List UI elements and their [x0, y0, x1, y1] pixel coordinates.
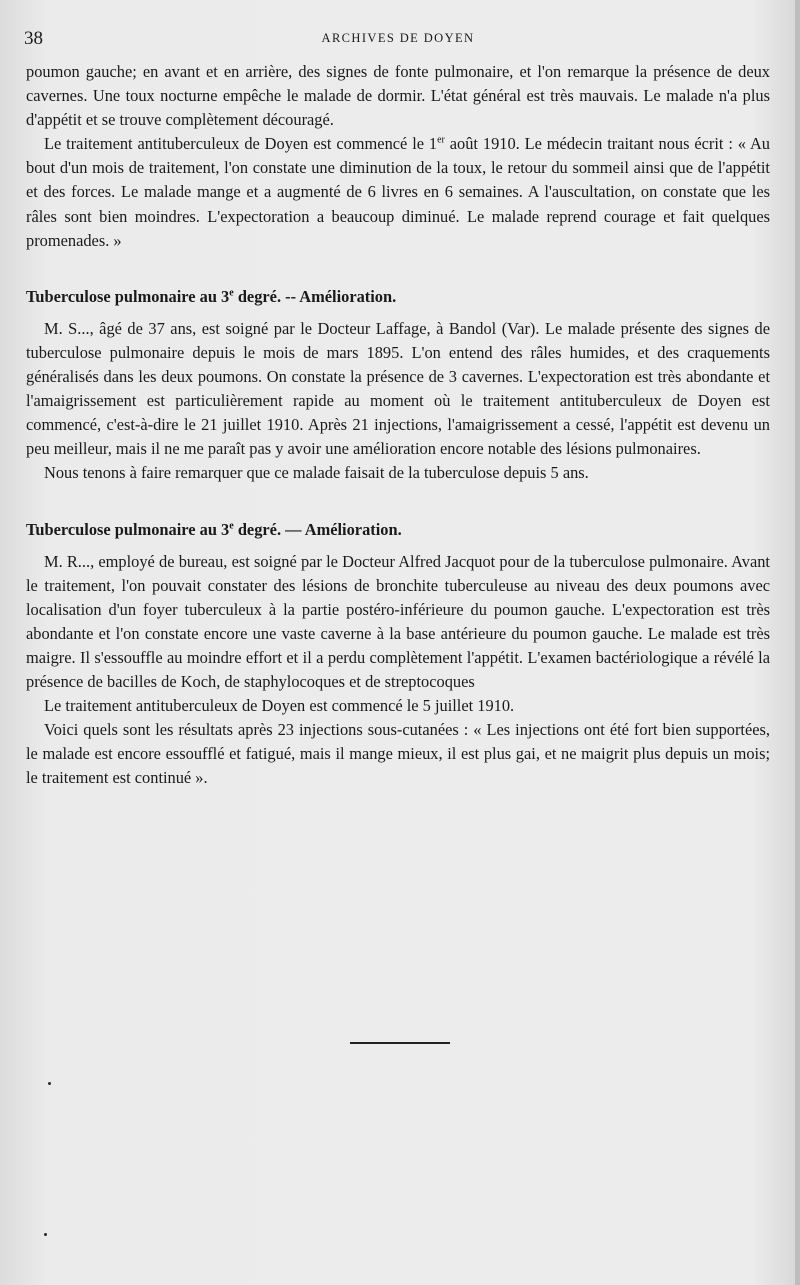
superscript: e	[229, 520, 234, 532]
page-number: 38	[24, 28, 43, 49]
closing-rule	[350, 1042, 450, 1044]
heading-text: Tuberculose pulmonaire au 3	[26, 286, 230, 306]
running-head: ARCHIVES DE DOYEN	[321, 31, 475, 45]
ink-speck	[48, 1082, 51, 1085]
page-header	[24, 28, 772, 52]
paragraph-case-mr: M. R..., employé de bureau, est soigné par le Docteur Alfred Jacquot pour de la tuberculose pulmonaire. Avant le traitement, l'on pouvait constater des lésions de bronchite tuberculeuse au niveau des deux poumons avec localisation d'un foyer tuberculeux à la partie postéro-inférieure du poumon gauche. L'expectoration est très abondante et l'on constate encore une vaste caverne à la base antérieure du poumon gauche. Le malade est très maigre. Il s'essouffle au moindre effort et il a perdu complètement l'appétit. L'examen bactériologique a révélé la présence de bacilles de Koch, de staphylocoques et de streptocoques	[26, 551, 770, 692]
article-body	[26, 60, 770, 791]
paragraph-continued: poumon gauche; en avant et en arrière, des signes de fonte pulmonaire, et l'on remarque la présence de deux cavernes. Une toux nocturne empêche le malade de dormir. L'état général est très mauvais. Le malade n'a plus d'appétit et se trouve complètement découragé.	[26, 62, 770, 130]
ink-speck	[44, 1233, 47, 1236]
section-heading-2	[26, 518, 770, 542]
heading-text: degré. -- Amélioration.	[233, 286, 397, 306]
superscript: e	[229, 287, 234, 299]
paragraph-results: Voici quels sont les résultats après 23 injections sous-cutanées : « Les injections ont été fort bien supportées, le malade est encore essoufflé et fatigué, mais il mange mieux, il est plus gai, et ne maigrit plus depuis un mois; le traitement est continué ».	[26, 720, 770, 788]
paragraph-text: Le traitement antituberculeux de Doyen est commencé le 1	[44, 134, 438, 154]
paragraph-text: août 1910. Le médecin traitant nous écrit : « Au bout d'un mois de traitement, l'on constate une diminution de la toux, le retour du sommeil ainsi que de l'appétit et des forces. Le malade mange et a augmenté de 6 livres en 6 semaines. A l'auscultation, on constate que les râles sont bien moindres. L'expectoration a beaucoup diminué. Le malade reprend courage et fait quelques promenades. »	[26, 134, 770, 250]
heading-text: degré. — Amélioration.	[233, 519, 402, 539]
superscript: er	[437, 134, 445, 146]
heading-text: Tuberculose pulmonaire au 3	[26, 519, 230, 539]
section-heading-1	[26, 285, 770, 309]
paragraph-remark: Nous tenons à faire remarquer que ce malade faisait de la tuberculose depuis 5 ans.	[44, 463, 589, 483]
page-edge-shadow	[795, 0, 800, 1285]
paragraph-treatment-date: Le traitement antituberculeux de Doyen est commencé le 5 juillet 1910.	[44, 696, 515, 716]
paragraph-treatment-start	[26, 132, 770, 252]
paragraph-case-ms: M. S..., âgé de 37 ans, est soigné par le Docteur Laffage, à Bandol (Var). Le malade présente des signes de tuberculose pulmonaire depuis le mois de mars 1895. L'on entend des râles humides, et des craquements généralisés dans les deux poumons. On constate la présence de 3 cavernes. L'expectoration est très abondante et l'amaigrissement est particulièrement rapide au moment où le traitement antituberculeux de Doyen est commencé, c'est-à-dire le 21 juillet 1910. Après 21 injections, l'amaigrissement a cessé, l'appétit est devenu un peu meilleur, mais il ne me paraît pas y avoir une amélioration encore notable des lésions pulmonaires.	[26, 318, 770, 459]
